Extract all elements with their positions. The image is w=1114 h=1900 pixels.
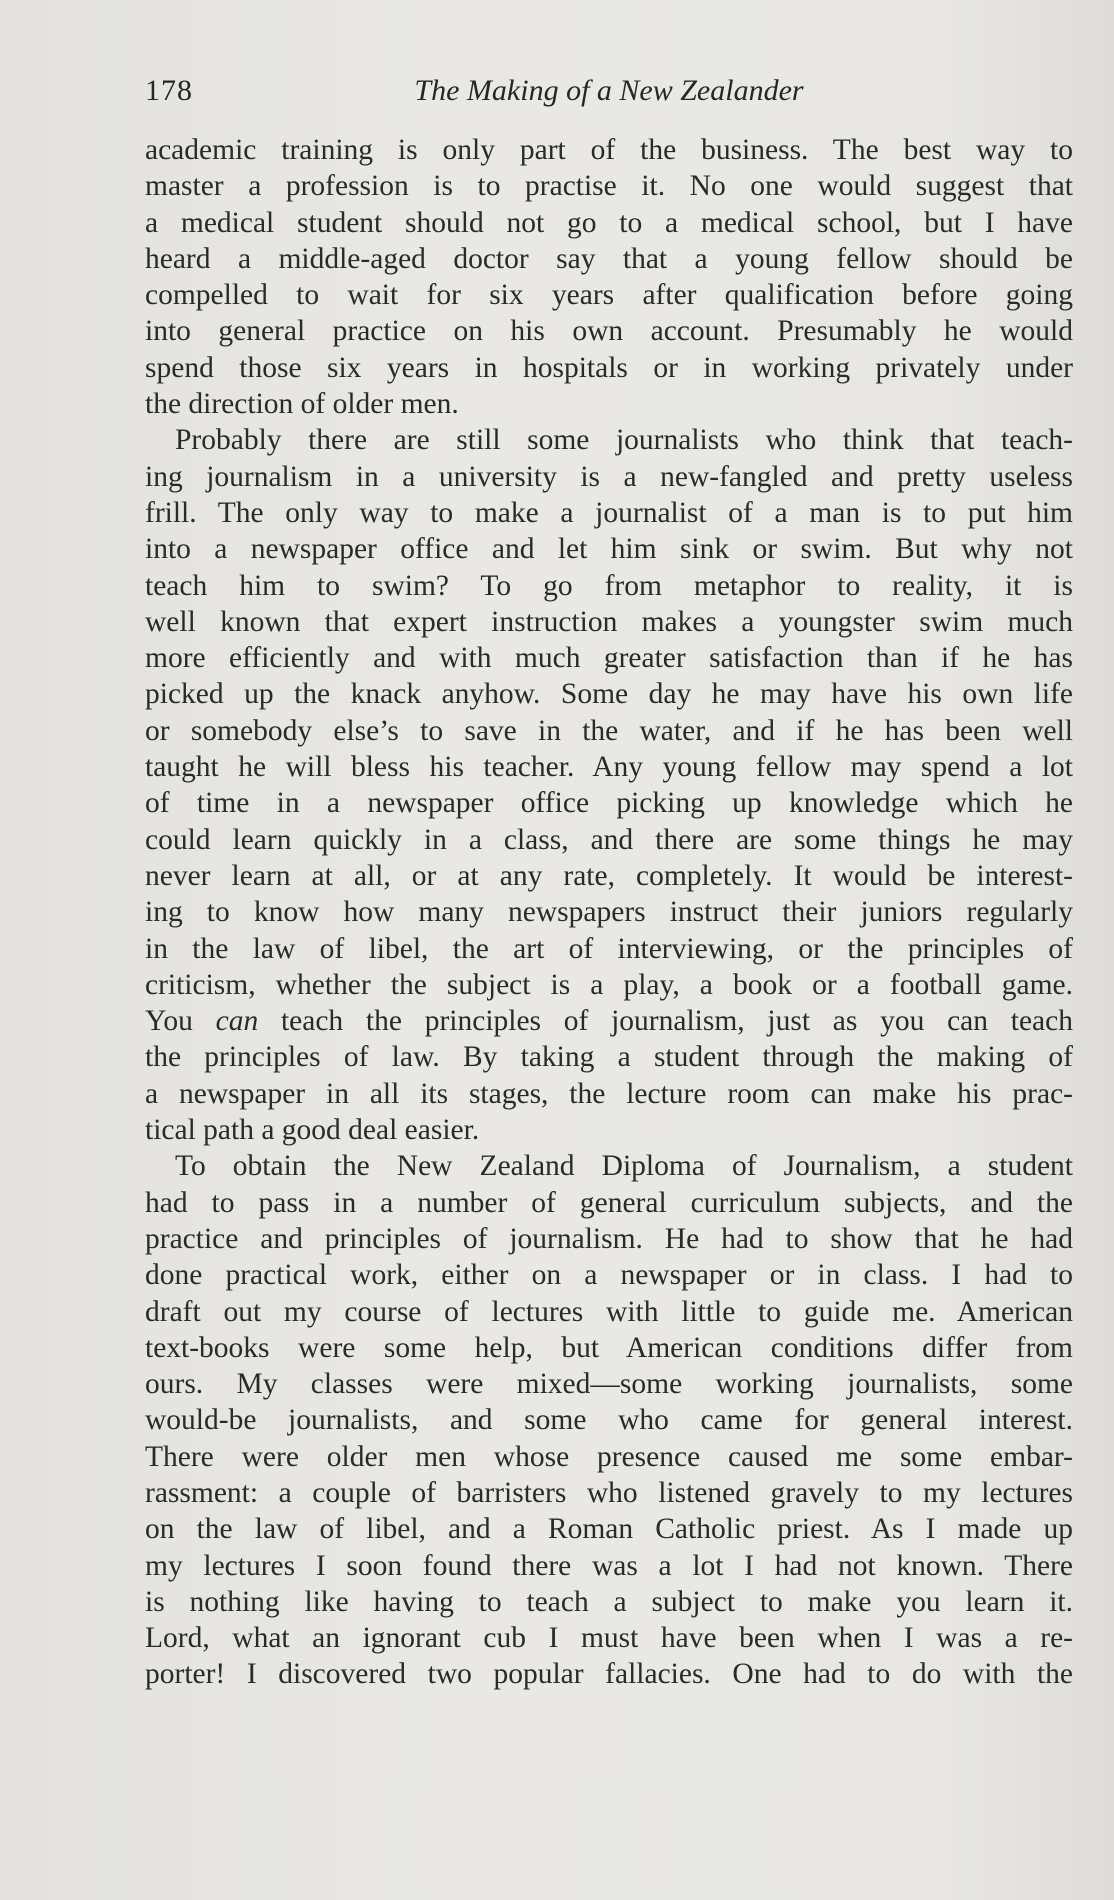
text-line: well known that expert instruction makes a youngster swim much xyxy=(145,605,1073,638)
text-line: Lord, what an ignorant cub I must have been when I was a re- xyxy=(145,1622,1073,1655)
text-line: tical path a good deal easier. xyxy=(145,1114,480,1147)
text-line: text-books were some help, but American conditions differ from xyxy=(145,1331,1073,1364)
text-line: draft out my course of lectures with little to guide me. American xyxy=(145,1295,1073,1328)
text-line: Probably there are still some journalists who think that teach- xyxy=(175,424,1073,457)
text-line: criticism, whether the subject is a play, a book or a football game. xyxy=(145,968,1073,1001)
text-line: done practical work, either on a newspaper or in class. I had to xyxy=(145,1259,1073,1292)
text-line: teach him to swim? To go from metaphor to reality, it is xyxy=(145,569,1073,602)
text-line: There were older men whose presence caused me some embar- xyxy=(145,1440,1073,1473)
text-line: had to pass in a number of general curriculum subjects, and the xyxy=(145,1186,1073,1219)
text-line: into general practice on his own account. Presumably he would xyxy=(145,315,1073,348)
text-fragment: teach the principles of journalism, just as you can teach xyxy=(258,1005,1073,1038)
text-line: ing journalism in a university is a new-fangled and pretty useless xyxy=(145,460,1073,493)
text-line: picked up the knack anyhow. Some day he may have his own life xyxy=(145,678,1073,711)
text-line: a newspaper in all its stages, the lecture room can make his prac- xyxy=(145,1077,1073,1110)
text-line: rassment: a couple of barristers who listened gravely to my lectures xyxy=(145,1476,1073,1509)
text-line: ing to know how many newspapers instruct their juniors regularly xyxy=(145,896,1073,929)
text-line: spend those six years in hospitals or in working privately under xyxy=(145,351,1073,384)
emphasized-word: can xyxy=(215,1005,259,1038)
text-line: academic training is only part of the business. The best way to xyxy=(145,134,1073,166)
text-line: porter! I discovered two popular fallacies. One had to do with the xyxy=(145,1658,1073,1691)
text-line: on the law of libel, and a Roman Catholic priest. As I made up xyxy=(145,1513,1073,1546)
text-line: never learn at all, or at any rate, completely. It would be interest- xyxy=(145,859,1073,892)
text-line: in the law of libel, the art of interviewing, or the principles of xyxy=(145,932,1073,965)
text-line: a medical student should not go to a medical school, but I have xyxy=(145,206,1073,239)
text-line: is nothing like having to teach a subject to make you learn it. xyxy=(145,1585,1073,1618)
body-text xyxy=(145,132,1073,1693)
text-line: of time in a newspaper office picking up knowledge which he xyxy=(145,787,1073,820)
text-line: the direction of older men. xyxy=(145,388,459,421)
text-line: the principles of law. By taking a student through the making of xyxy=(145,1041,1073,1074)
text-line: my lectures I soon found there was a lot I had not known. There xyxy=(145,1549,1073,1582)
text-line: frill. The only way to make a journalist of a man is to put him xyxy=(145,496,1073,529)
text-line-with-emphasis xyxy=(145,1003,1073,1039)
text-line: master a profession is to practise it. No one would suggest that xyxy=(145,170,1073,203)
text-line: taught he will bless his teacher. Any young fellow may spend a lot xyxy=(145,751,1073,784)
text-line: ours. My classes were mixed—some working journalists, some xyxy=(145,1368,1073,1401)
text-line: To obtain the New Zealand Diploma of Journalism, a student xyxy=(175,1150,1073,1183)
text-fragment: You xyxy=(145,1005,216,1038)
page-number: 178 xyxy=(145,74,193,107)
text-line: into a newspaper office and let him sink or swim. But why not xyxy=(145,533,1073,566)
text-line: or somebody else’s to save in the water, and if he has been well xyxy=(145,714,1073,747)
text-line: could learn quickly in a class, and there are some things he may xyxy=(145,823,1073,856)
text-line: more efficiently and with much greater satisfaction than if he has xyxy=(145,642,1073,675)
text-line: practice and principles of journalism. He had to show that he had xyxy=(145,1222,1073,1255)
running-title: The Making of a New Zealander xyxy=(414,74,804,107)
text-line: heard a middle-aged doctor say that a young fellow should be xyxy=(145,242,1073,275)
text-line: compelled to wait for six years after qualification before going xyxy=(145,279,1073,312)
text-line: would-be journalists, and some who came for general interest. xyxy=(145,1404,1073,1437)
running-head xyxy=(145,74,1073,120)
